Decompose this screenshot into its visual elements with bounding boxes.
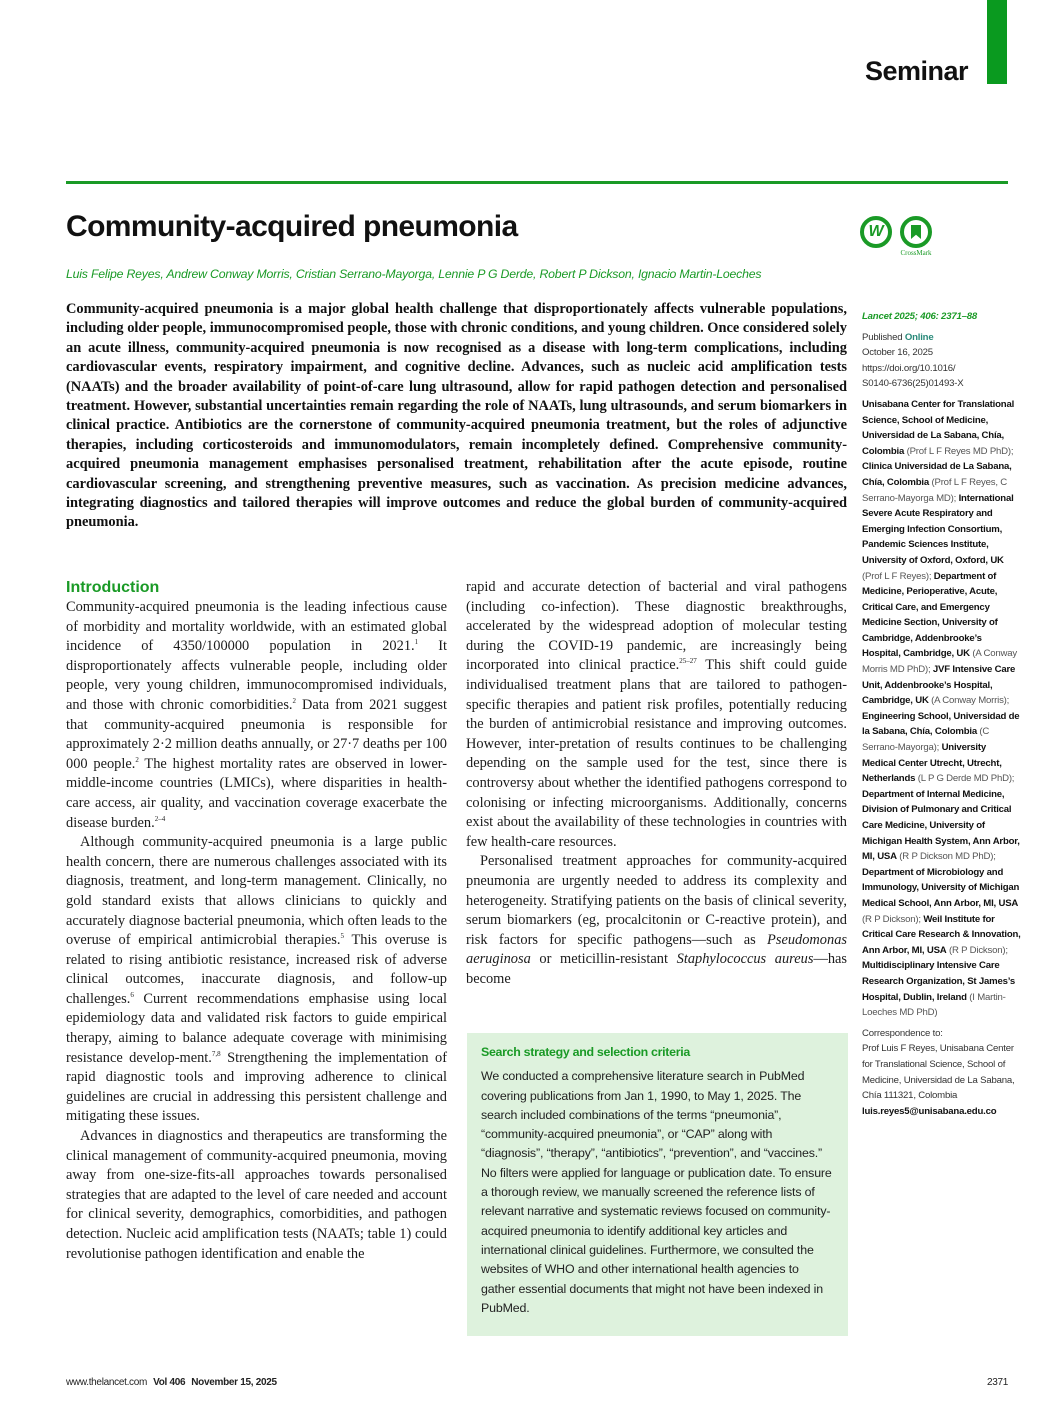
paragraph: Advances in diagnostics and therapeutics are transforming the clinical management of community-acquired pneumonia, moving away from one-size-fits-all approaches towards personalised strategies that are adapted to the level of care needed and account for clinical severity, demographics, comorbidities, and pathogen detection. Nucleic acid amplification tests (NAATs; table 1) could revolutionise pathogen identification and enable the bbox=[66, 1128, 447, 1262]
affiliations: Unisabana Center for Translational Science, School of Medicine, Universidad de La Sabana, Chía, Colombia (Prof L F Reyes MD PhD); Clinica Universidad de La Sabana, Chía, Colombia (Prof L F Reyes, C Serrano-Mayorga MD); International Severe Acute Respiratory and Emerging Infection Consortium, Pandemic Sciences Institute, University of Oxford, Oxford, UK (Prof L F Reyes); Department of Medicine, Perioperative, Acute, Critical Care, and Emergency Medicine Section, University of Cambridge, Addenbrooke’s Hospital, Cambridge, UK (A Conway Morris MD PhD); JVF Intensive Care Unit, Addenbrooke’s Hospital, Cambridge, UK (A Conway Morris); Engineering School, Universidad de la Sabana, Chía, Colombia (C Serrano-Mayorga); University Medical Center Utrecht, Utrecht, Netherlands (L P G Derde MD PhD); Department of Internal Medicine, Division of Pulmonary and Critical Care Medicine, University of Michigan Health System, Ann Arbor, MI, USA (R P Dickson MD PhD); Department of Microbiology and Immunology, University of Michigan Medical School, Ann Arbor, MI, USA (R P Dickson); Weil Institute for Critical Care Research & Innovation, Ann Arbor, MI, USA (R P Dickson); Multidisciplinary Intensive Care Research Organization, St James’s Hospital, Dublin, Ireland (I Martin-Loeches MD PhD) bbox=[862, 398, 1021, 1019]
reference-link[interactable]: 1 bbox=[414, 638, 419, 647]
reference-link[interactable]: 25–27 bbox=[679, 657, 697, 666]
article-badges bbox=[860, 216, 932, 257]
reference-link[interactable]: 7,8 bbox=[211, 1049, 221, 1058]
paragraph: Personalised treatment approaches for community-acquired pneumonia are urgently needed to address its complexity and heterogeneity. Stratifying patients on the basis of clinical severity, serum biomarkers (eg, procalcitonin or C-reactive protein), and risk factors for specific pathogens—such as Pseudomonas aeruginosa or meticillin-resistant Staphylococcus aureus—has become bbox=[466, 853, 848, 987]
correspondence-email-link[interactable]: luis.reyes5@unisabana.edu.co bbox=[862, 1105, 997, 1117]
reference-link[interactable]: 2 bbox=[135, 755, 139, 764]
crossmark-label: CrossMark bbox=[900, 249, 932, 257]
page-number: 2371 bbox=[986, 1377, 1008, 1388]
doi-link[interactable]: https://doi.org/10.1016/ S0140-6736(25)01493-X bbox=[862, 362, 964, 390]
correspondence: Correspondence to: Prof Luis F Reyes, Unisabana Center for Translational Science, School of Medicine, Universidad de La Sabana, Chía 111321, Colombia luis.reyes5@unisabana.edu.co bbox=[862, 1026, 1022, 1120]
published-online-link[interactable]: Online bbox=[904, 331, 934, 343]
section-heading-introduction: Introduction bbox=[66, 579, 160, 596]
body-column-2 bbox=[466, 578, 847, 989]
header-rule bbox=[66, 181, 1008, 184]
citation: Lancet 2025; 406: 2371–88 bbox=[862, 311, 978, 322]
publication-info: Published Online October 16, 2025 https://doi.org/10.1016/ S0140-6736(25)01493-X bbox=[862, 330, 1022, 392]
paragraph: rapid and accurate detection of bacterial and viral pathogens (including co-infection). These diagnostic breakthroughs, accelerated by the widespread adoption of molecular testing during the COVID-19 pandemic, are increasingly being incorporated into clinical practice.$^{25-27}$ This shift could guide individualised treatment plans that are tailored to pathogen-specific therapies and patient risk profiles, potentially reducing the burden of antimicrobial resistance and improving outcomes. However, inter-pretation of results continues to be challenging depending on the sample used for the test, since there is controversy about whether the identified pathogens correspond to colonising or infecting microorganisms. Additionally, concerns exist about the availability of these technologies in countries with few health-care resources. bbox=[466, 579, 847, 850]
reference-link[interactable]: 2–4 bbox=[154, 814, 166, 823]
section-label: Seminar bbox=[864, 56, 968, 86]
volume: Vol 406 bbox=[153, 1377, 186, 1388]
body-column-1 bbox=[66, 578, 447, 1264]
reference-link[interactable]: 6 bbox=[130, 990, 134, 999]
section-color-tab bbox=[987, 0, 1007, 84]
author-list: Luis Felipe Reyes, Andrew Conway Morris, Cristian Serrano-Mayorga, Lennie P G Derde, Robert P Dickson, Ignacio Martin-Loeches bbox=[66, 267, 762, 281]
panel-text: We conducted a comprehensive literature search in PubMed covering publications from Jan 1, 1990, to May 1, 2025. The search included combinations of the terms “pneumonia”, “community-acquired pneumonia”, or “CAP” along with “diagnosis”, “therapy”, “antibiotics”, “prevention”, and “vaccines.” No filters were applied for language or publication date. To ensure a thorough review, we manually screened the reference lists of relevant narrative and systematic reviews focused on community-acquired pneumonia to identify additional key articles and international clinical guidelines. Furthermore, we consulted the websites of WHO and other international health agencies to gather essential documents that might not have been indexed in PubMed. bbox=[481, 1069, 832, 1315]
paragraph: Community-acquired pneumonia is the leading infectious cause of morbidity and mortality worldwide, with an estimated global incidence of 4350/100000 population in 2021.$^1$ It disproportionately affects vulnerable people, including older people, very young children, immunocompromised individuals, and those with chronic comorbidities.$^2$ Data from 2021 suggest that community-acquired pneumonia is responsible for approximately 2·2 million deaths annually, or 27·7 deaths per 100 000 people.$^2$ The highest mortality rates are observed in lower-middle-income countries (LMICs), where disparities in health-care access, air quality, and vaccination coverage exacerbate the disease burden.$^{2-4}$ bbox=[66, 599, 448, 831]
sidebar-notes bbox=[862, 309, 1022, 1124]
reference-link[interactable]: 2 bbox=[292, 696, 297, 705]
reference-link[interactable]: 5 bbox=[340, 932, 344, 941]
article-title: Community-acquired pneumonia bbox=[66, 210, 518, 243]
page-footer bbox=[66, 1377, 1008, 1388]
paragraph: Although community-acquired pneumonia is a large public health concern, there are numerous challenges associated with its diagnosis, treatment, and long-term management. Clinically, no gold standard exists that allows clinicians to quickly and accurately diagnose bacterial pneumonia, which often leads to the overuse of empirical antimicrobial therapies.$^5$ This overuse is related to rising antibiotic resistance, increased risk of adverse clinical outcomes, inaccurate diagnosis, and follow-up challenges.$^6$ Current recommendations emphasise using local epidemiology data and validated risk factors to guide empirical therapy, aiming to balance adequate coverage with minimising resistance develop-ment.$^{7,8}$ Strengthening the implementation of rapid diagnostic tools and improving adherence to clinical guidelines are crucial in addressing this persistent challenge and mitigating these issues. bbox=[66, 834, 448, 1125]
search-strategy-panel bbox=[467, 1033, 848, 1336]
crossmark-icon bbox=[900, 216, 932, 248]
issue-date: November 15, 2025 bbox=[191, 1377, 277, 1388]
abstract: Community-acquired pneumonia is a major global health challenge that disproportionately affects vulnerable populations, including older people, immunocompromised people, those with chronic conditions, and young children. Once considered solely an acute illness, community-acquired pneumonia is now recognised as a disease with long-term complications, including cardiovascular events, respiratory impairment, and cognitive decline. Advances, such as nucleic acid amplification tests (NAATs) and the broader availability of point-of-care lung ultrasound, allow for rapid pathogen detection and personalised treatment. However, substantial uncertainties remain regarding the role of NAATs, lung ultrasounds, and serum biomarkers in clinical practice. Antibiotics are the cornerstone of community-acquired pneumonia treatment, but the roles of adjunctive therapies, including corticosteroids and immunomodulators, remain incompletely defined. Comprehensive community-acquired pneumonia management emphasises personalised treatment, rehabilitation after the acute episode, routine cardiovascular screening, and strengthening preventive measures, such as vaccination. As precision medicine advances, integrating diagnostics and tailored therapies will improve outcomes and reduce the global burden of community-acquired pneumonia. bbox=[66, 301, 847, 531]
crossmark-badge[interactable] bbox=[900, 216, 932, 257]
journal-website-link[interactable]: www.thelancet.com bbox=[66, 1377, 148, 1388]
panel-title: Search strategy and selection criteria bbox=[481, 1045, 690, 1059]
open-access-icon[interactable]: W bbox=[860, 216, 892, 248]
